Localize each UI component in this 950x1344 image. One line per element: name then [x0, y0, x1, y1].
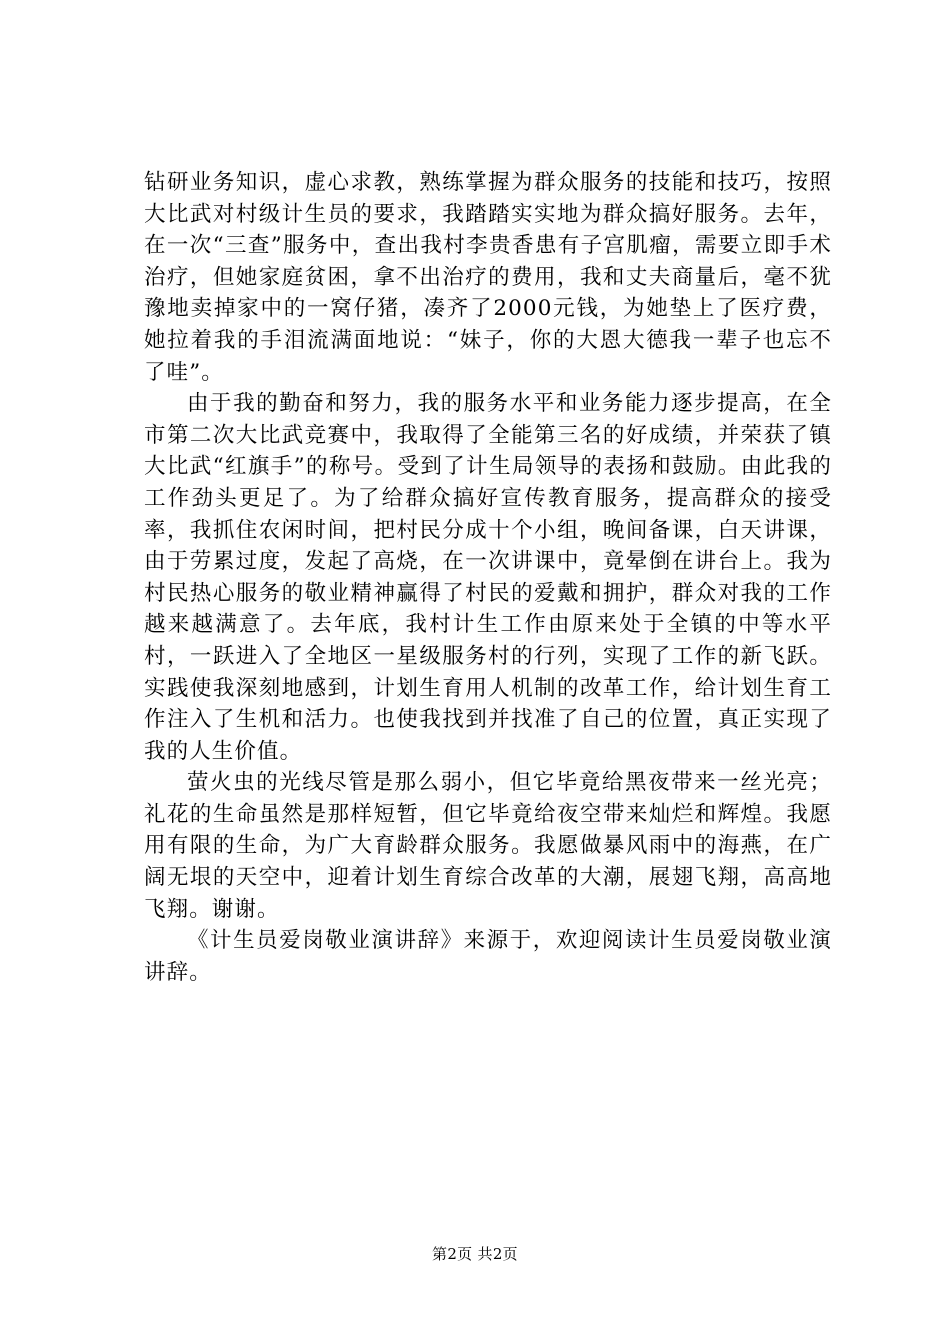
page-number-label: 第2页 共2页 [432, 1245, 518, 1263]
paragraph-source-note: 《计生员爱岗敬业演讲辞》来源于，欢迎阅读计生员爱岗敬业演讲辞。 [144, 928, 832, 985]
document-body [144, 167, 832, 988]
paragraph-continued: 钻研业务知识，虚心求教，熟练掌握为群众服务的技能和技巧，按照大比武对村级计生员的要求，我踏踏实实地为群众搞好服务。去年，在一次“三查”服务中，查出我村李贵香患有子宫肌瘤，需要立即手术治疗，但她家庭贫困，拿不出治疗的费用，我和丈夫商量后，毫不犹豫地卖掉家中的一窝仔猪，凑齐了2000元钱，为她垫上了医疗费，她拉着我的手泪流满面地说：“妹子，你的大恩大德我一辈子也忘不了哇”。 [144, 170, 832, 385]
paragraph: 由于我的勤奋和努力，我的服务水平和业务能力逐步提高，在全市第二次大比武竞赛中，我取得了全能第三名的好成绩，并荣获了镇大比武“红旗手”的称号。受到了计生局领导的表扬和鼓励。由此我的工作劲头更足了。为了给群众搞好宣传教育服务，提高群众的接受率，我抓住农闲时间，把村民分成十个小组，晚间备课，白天讲课，由于劳累过度，发起了高烧，在一次讲课中，竟晕倒在讲台上。我为村民热心服务的敬业精神赢得了村民的爱戴和拥护，群众对我的工作越来越满意了。去年底，我村计生工作由原来处于全镇的中等水平村，一跃进入了全地区一星级服务村的行列，实现了工作的新飞跃。实践使我深刻地感到，计划生育用人机制的改革工作，给计划生育工作注入了生机和活力。也使我找到并找准了自己的位置，真正实现了我的人生价值。 [144, 391, 832, 764]
paragraph: 萤火虫的光线尽管是那么弱小，但它毕竟给黑夜带来一丝光亮；礼花的生命虽然是那样短暂，但它毕竟给夜空带来灿烂和辉煌。我愿用有限的生命，为广大育龄群众服务。我愿做暴风雨中的海燕，在广阔无垠的天空中，迎着计划生育综合改革的大潮，展翅飞翔，高高地飞翔。谢谢。 [144, 770, 832, 922]
page-footer [0, 1244, 950, 1264]
